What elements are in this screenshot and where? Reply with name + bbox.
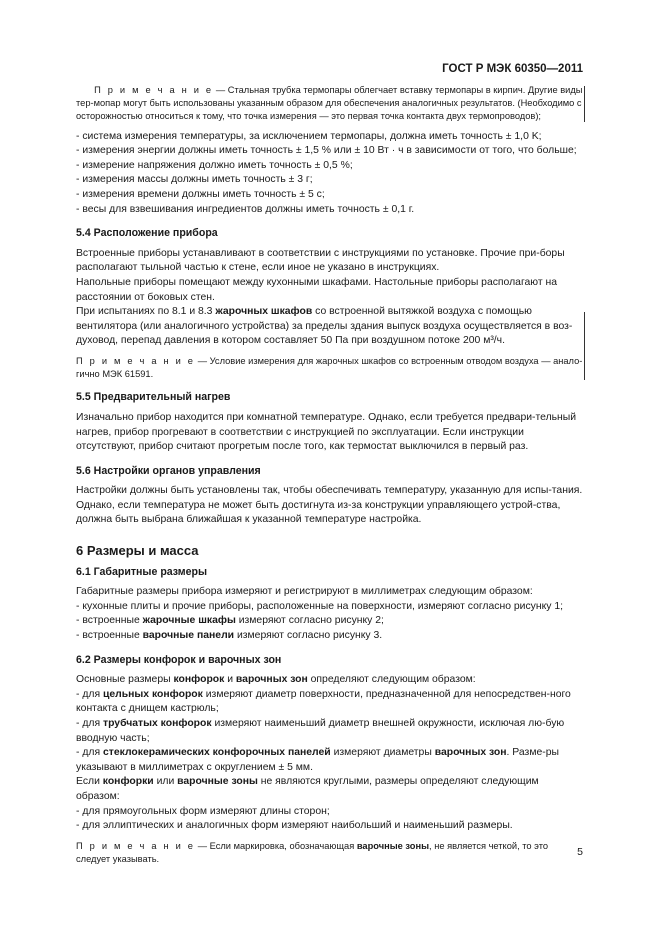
paragraph: При испытаниях по 8.1 и 8.3 жарочных шкафов со встроенной вытяжкой воздуха с помощью вентилятора (или аналогичного устройства) за пределы здания выпуск воздуха осуществляется в воз-духовод, перепад давления в котором составляет 50 Па при воздушном потоке 200 м³/ч. [76,306,573,347]
paragraph: Если конфорки или варочные зоны не являются круглыми, размеры определяют следующим образом: [76,776,539,802]
paragraph: Напольные приборы помещают между кухонными шкафами. Настольные приборы располагают на расстоянии от боковых стен. [76,276,558,303]
section-heading: 5.4 Расположение прибора [76,227,218,240]
paragraph: Встроенные приборы устанавливают в соответствии с инструкциями по установке. Прочие при-боры располагают тыльной частью к стене, если иное не указано в инструкциях. [76,247,565,274]
section-heading: 5.5 Предварительный нагрев [76,391,231,404]
list-item: - измерение напряжения должно иметь точность ± 0,5 %; [76,159,353,171]
list-item: - весы для взвешивания ингредиентов должны иметь точность ± 0,1 г. [76,203,415,215]
note: П р и м е ч а н и е — Если маркировка, обозначающая варочные зоны, не является четкой, то это следует указывать. [76,840,549,864]
change-bar [584,312,585,380]
paragraph: Габаритные размеры прибора измеряют и регистрируют в миллиметрах следующим образом: [76,586,533,598]
list-item: - измерения энергии должны иметь точность ± 1,5 % или ± 10 Вт · ч в зависимости от того, что больше; [76,145,577,157]
paragraph: Основные размеры конфорок и варочных зон определяют следующим образом: [76,674,476,686]
list-item: - измерения массы должны иметь точность ± 3 г; [76,174,313,186]
paragraph: Настройки должны быть установлены так, чтобы обеспечивать температуру, указанную для испы-тания. Однако, если температура не может быть достигнута из-за конструкции управляющего устрой-ства, должна быть выбрана ближайшая к указанной температуре настройка. [76,485,583,526]
list-item: - система измерения температуры, за исключением термопары, должна иметь точность ± 1,0 K; [76,130,542,142]
list-item: - для прямоугольных форм измеряют длины сторон; [76,805,330,817]
note: П р и м е ч а н и е — Стальная трубка термопары облегчает вставку термопары в кирпич. Другие виды тер-мопар могут быть использованы указанным образом для обеспечения аналогичных результатов. (Необходимо с осторожностью относиться к тому, что точка измерения — это первая точка контакта двух термопроводов); [76,85,583,122]
document-header: ГОСТ Р МЭК 60350—2011 [442,63,583,75]
section-heading: 5.6 Настройки органов управления [76,464,261,477]
list-item: - встроенные жарочные шкафы измеряют согласно рисунку 2; [76,615,384,627]
paragraph: Изначально прибор находится при комнатной температуре. Однако, если требуется предвари-тельный нагрев, прибор прогревают в соответствии с инструкцией по эксплуатации. Если инструкции отсутствуют, прибор считают прогретым после того, как термостат выключился в первый раз. [76,411,577,453]
list-item: - для трубчатых конфорок измеряют наименьший диаметр внешней окружности, исключая лю-бую вводную часть; [76,718,565,744]
section-heading: 6.1 Габаритные размеры [76,565,208,578]
list-item: - измерения времени должны иметь точность ± 5 с; [76,188,325,200]
section-heading: 6.2 Размеры конфорок и варочных зон [76,653,282,666]
chapter-heading: 6 Размеры и масса [76,543,199,559]
list-item: - кухонные плиты и прочие приборы, расположенные на поверхности, измеряют согласно рисунку 1; [76,600,563,612]
change-bar [584,86,585,122]
list-item: - встроенные варочные панели измеряют согласно рисунку 3. [76,630,383,642]
page-number: 5 [577,846,583,858]
note: П р и м е ч а н и е — Условие измерения для жарочных шкафов со встроенным отводом воздуха — анало-гично МЭК 61591. [76,355,583,380]
list-item: - для стеклокерамических конфорочных панелей измеряют диаметры варочных зон. Разме-ры указывают в миллиметрах с округлением ± 5 мм. [76,747,559,773]
list-item: - для эллиптических и аналогичных форм измеряют наибольший и наименьший размеры. [76,820,513,832]
list-item: - для цельных конфорок измеряют диаметр поверхности, предназначенной для непосредствен-ного контакта с днищем кастрюль; [76,688,571,715]
document-body [76,84,583,866]
